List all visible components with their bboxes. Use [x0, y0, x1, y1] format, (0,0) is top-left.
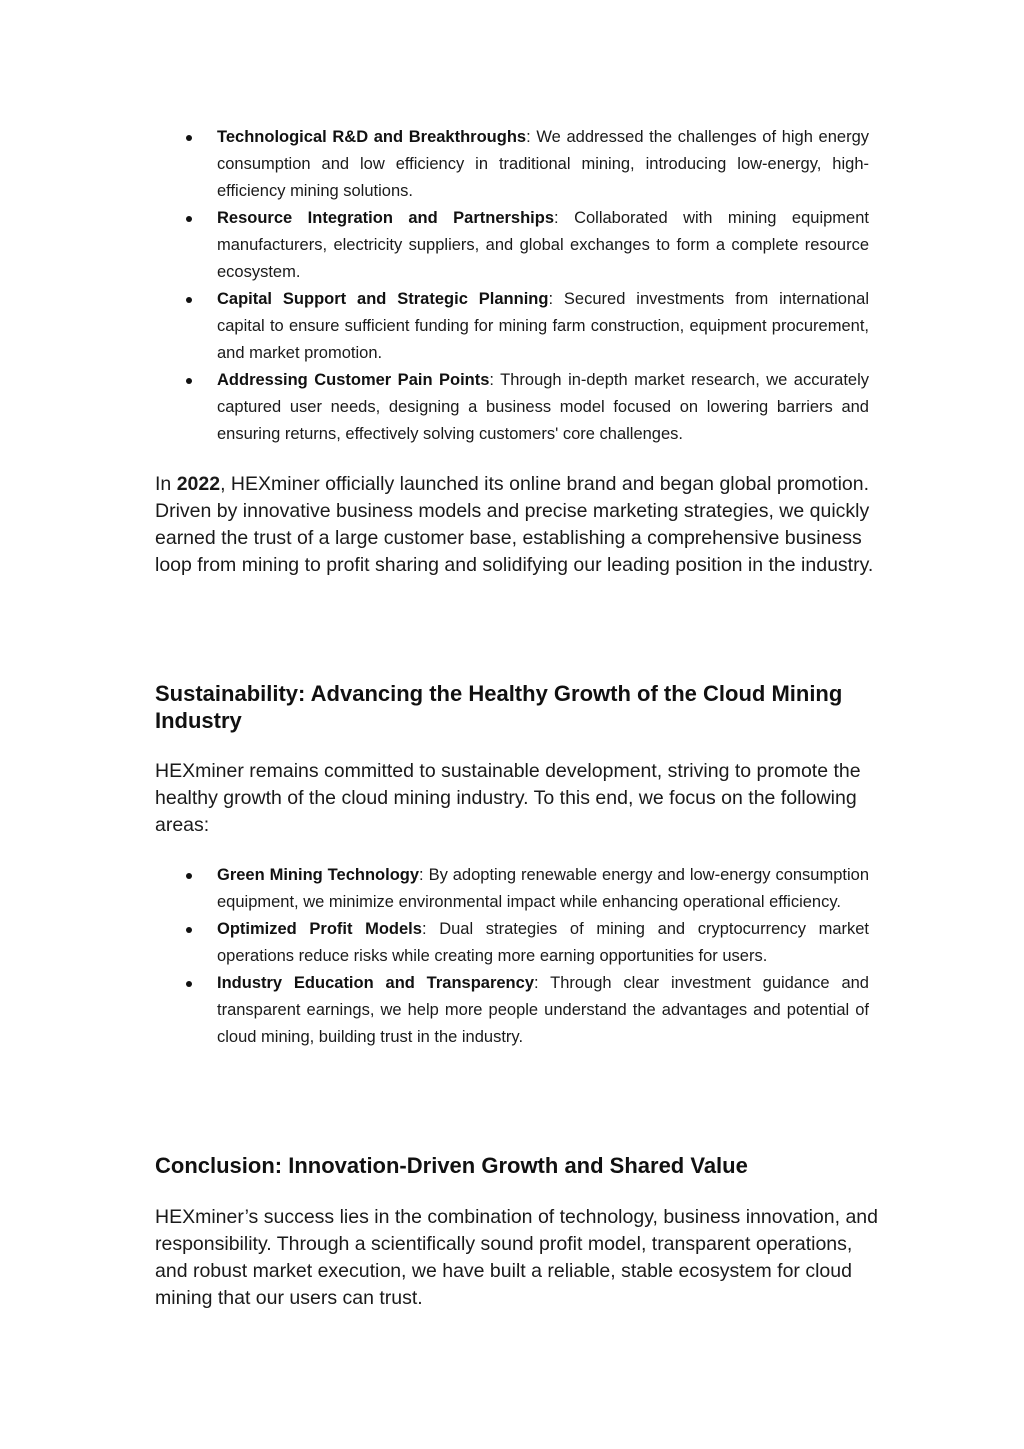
bullet-item-rnd: [155, 124, 869, 205]
conclusion-heading: Conclusion: Innovation-Driven Growth and Shared Value: [155, 1153, 748, 1178]
bullet-dot-icon: [186, 216, 192, 222]
bullet-separator: :: [526, 128, 537, 146]
launch-paragraph: [155, 471, 885, 579]
bullet-title: Resource Integration and Partnerships: [217, 209, 555, 227]
bullet-title: Industry Education and Transparency: [217, 974, 534, 992]
bullet-separator: :: [421, 920, 440, 938]
bullet-item-green-mining: [155, 862, 869, 916]
bullet-separator: :: [554, 209, 575, 227]
history-bullet-list: [155, 124, 869, 448]
bullet-text: By adopting renewable energy and low-energy consumption equipment, we minimize environmental impact while enhancing operational efficiency.: [217, 866, 870, 911]
bullet-dot-icon: [186, 873, 192, 879]
bullet-text: Collaborated with mining equipment manufacturers, electricity suppliers, and global exchanges to form a complete resource ecosystem.: [217, 209, 869, 281]
sustainability-intro: HEXminer remains committed to sustainable development, striving to promote the healthy growth of the cloud mining industry. To this end, we focus on the following areas:: [155, 760, 861, 836]
bullet-separator: :: [419, 866, 429, 884]
bullet-item-capital-support: [155, 286, 869, 367]
bullet-dot-icon: [186, 135, 192, 141]
bullet-dot-icon: [186, 297, 192, 303]
bullet-title: Technological R&D and Breakthroughs: [217, 128, 527, 146]
bullet-dot-icon: [186, 378, 192, 384]
bullet-dot-icon: [186, 927, 192, 933]
bullet-text: Through clear investment guidance and transparent earnings, we help more people understand the advantages and potential of cloud mining, building trust in the industry.: [217, 974, 869, 1046]
bullet-title: Green Mining Technology: [217, 866, 420, 884]
bullet-separator: :: [489, 371, 501, 389]
bullet-title: Optimized Profit Models: [217, 920, 422, 938]
sustainability-heading: Sustainability: Advancing the Healthy Growth of the Cloud Mining Industry: [155, 681, 843, 733]
launch-year: 2022: [176, 473, 221, 495]
conclusion-paragraph: HEXminer’s success lies in the combination of technology, business innovation, and responsibility. Through a scientifically sound profit model, transparent operations, and robust market execution, we have built a reliable, stable ecosystem for cloud mining that our users can trust.: [155, 1206, 878, 1309]
bullet-text: Secured investments from international capital to ensure sufficient funding for mining farm construction, equipment procurement, and market promotion.: [217, 290, 869, 362]
bullet-item-customer-pain-points: [155, 367, 869, 448]
bullet-separator: :: [548, 290, 564, 308]
bullet-item-profit-models: [155, 916, 869, 970]
bullet-text: Through in-depth market research, we accurately captured user needs, designing a business model focused on lowering barriers and ensuring returns, effectively solving customers' core challenges.: [217, 371, 869, 443]
bullet-item-resource-integration: [155, 205, 869, 286]
bullet-text: We addressed the challenges of high energy consumption and low efficiency in traditional mining, introducing low-energy, high-efficiency mining solutions.: [217, 128, 870, 200]
bullet-title: Addressing Customer Pain Points: [217, 371, 490, 389]
bullet-separator: :: [534, 974, 551, 992]
launch-text: , HEXminer officially launched its online brand and began global promotion. Driven by innovative business models and precise marketing strategies, we quickly earned the trust of a large customer base, establishing a comprehensive business loop from mining to profit sharing and solidifying our leading position in the industry.: [155, 473, 874, 576]
bullet-item-industry-education: [155, 970, 869, 1051]
launch-prefix: In: [155, 473, 177, 495]
bullet-dot-icon: [186, 981, 192, 987]
bullet-title: Capital Support and Strategic Planning: [217, 290, 549, 308]
bullet-text: Dual strategies of mining and cryptocurrency market operations reduce risks while creating more earning opportunities for users.: [217, 920, 870, 965]
sustainability-bullet-list: [155, 862, 869, 1051]
